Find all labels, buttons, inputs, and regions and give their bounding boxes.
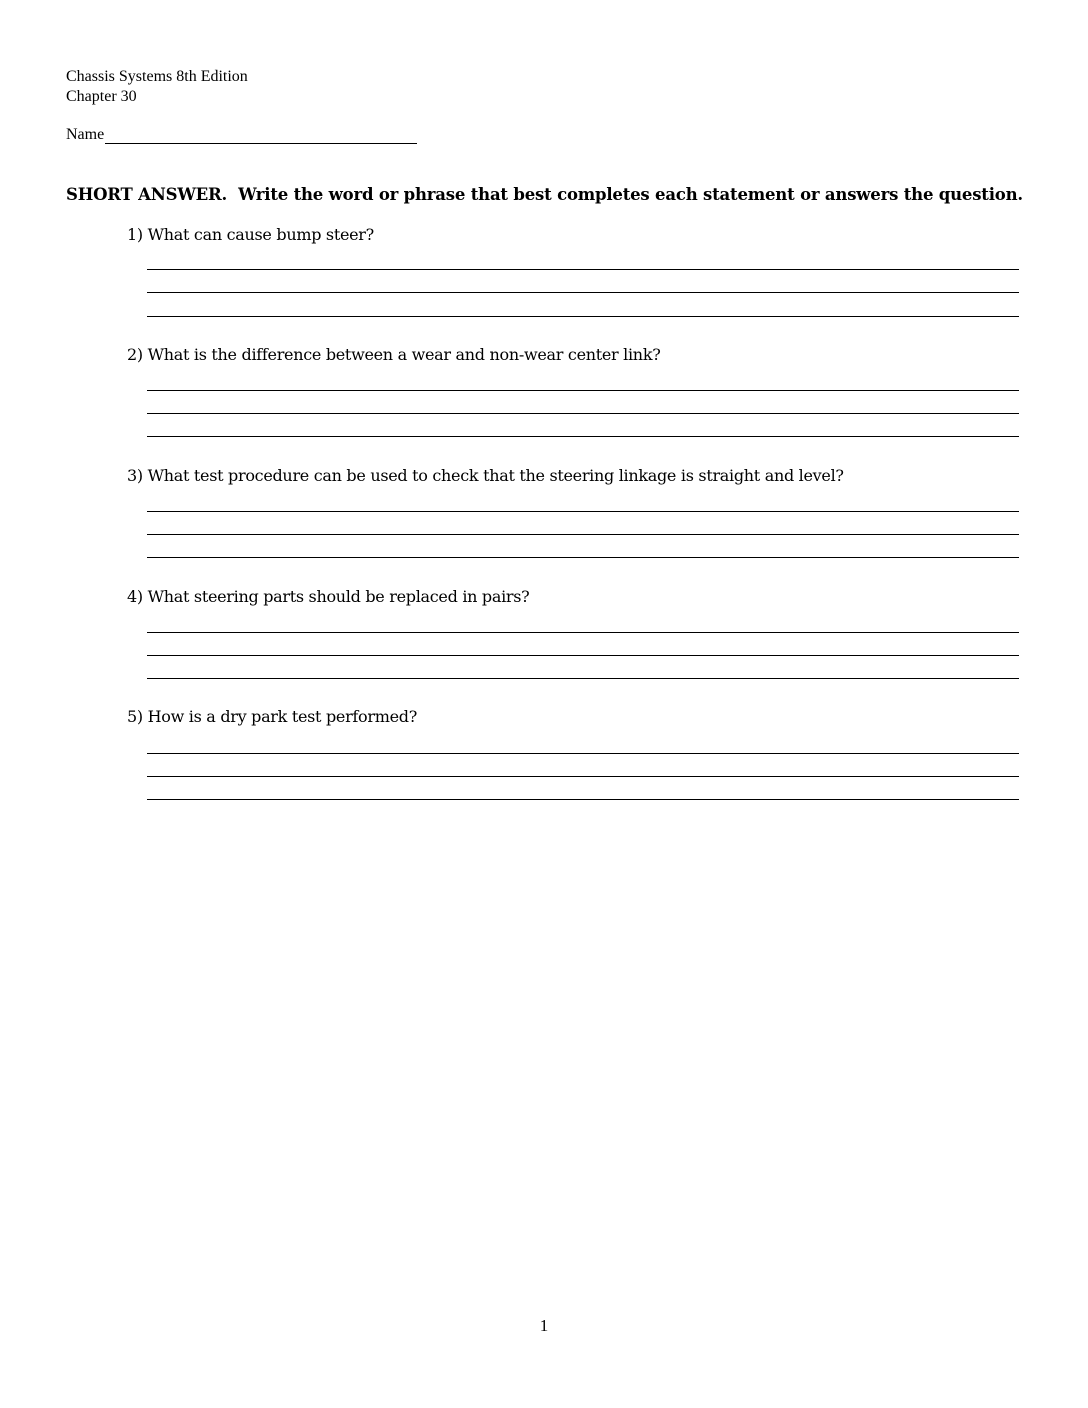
answer-line[interactable]	[147, 655, 1019, 656]
answer-line[interactable]	[147, 557, 1019, 558]
question-2	[127, 345, 1019, 365]
chapter-label: Chapter 30	[66, 88, 137, 105]
answer-line[interactable]	[147, 436, 1019, 437]
answer-line[interactable]	[147, 269, 1019, 270]
answer-line[interactable]	[147, 413, 1019, 414]
question-text: 2) What is the difference between a wear and non-wear center link?	[127, 345, 661, 364]
section-instructions: SHORT ANSWER. Write the word or phrase that best completes each statement or answers the question.	[66, 185, 1023, 204]
question-text: 4) What steering parts should be replaced in pairs?	[127, 587, 530, 606]
answer-line[interactable]	[147, 534, 1019, 535]
answer-line[interactable]	[147, 632, 1019, 633]
course-title: Chassis Systems 8th Edition	[66, 68, 248, 85]
question-text: 3) What test procedure can be used to check that the steering linkage is straight and level?	[127, 466, 844, 485]
answer-line[interactable]	[147, 511, 1019, 512]
question-5	[127, 707, 1019, 727]
name-field	[66, 125, 417, 144]
answer-line[interactable]	[147, 292, 1019, 293]
question-text: 1) What can cause bump steer?	[127, 225, 374, 244]
question-3	[127, 466, 1019, 486]
answer-line[interactable]	[147, 799, 1019, 800]
answer-line[interactable]	[147, 753, 1019, 754]
name-blank-line[interactable]	[105, 127, 417, 144]
name-label: Name	[66, 126, 105, 143]
page-number: 1	[539, 1316, 549, 1335]
question-text: 5) How is a dry park test performed?	[127, 707, 417, 726]
answer-line[interactable]	[147, 678, 1019, 679]
answer-line[interactable]	[147, 390, 1019, 391]
answer-line[interactable]	[147, 316, 1019, 317]
question-1	[127, 225, 1019, 245]
answer-line[interactable]	[147, 776, 1019, 777]
question-4	[127, 587, 1019, 607]
